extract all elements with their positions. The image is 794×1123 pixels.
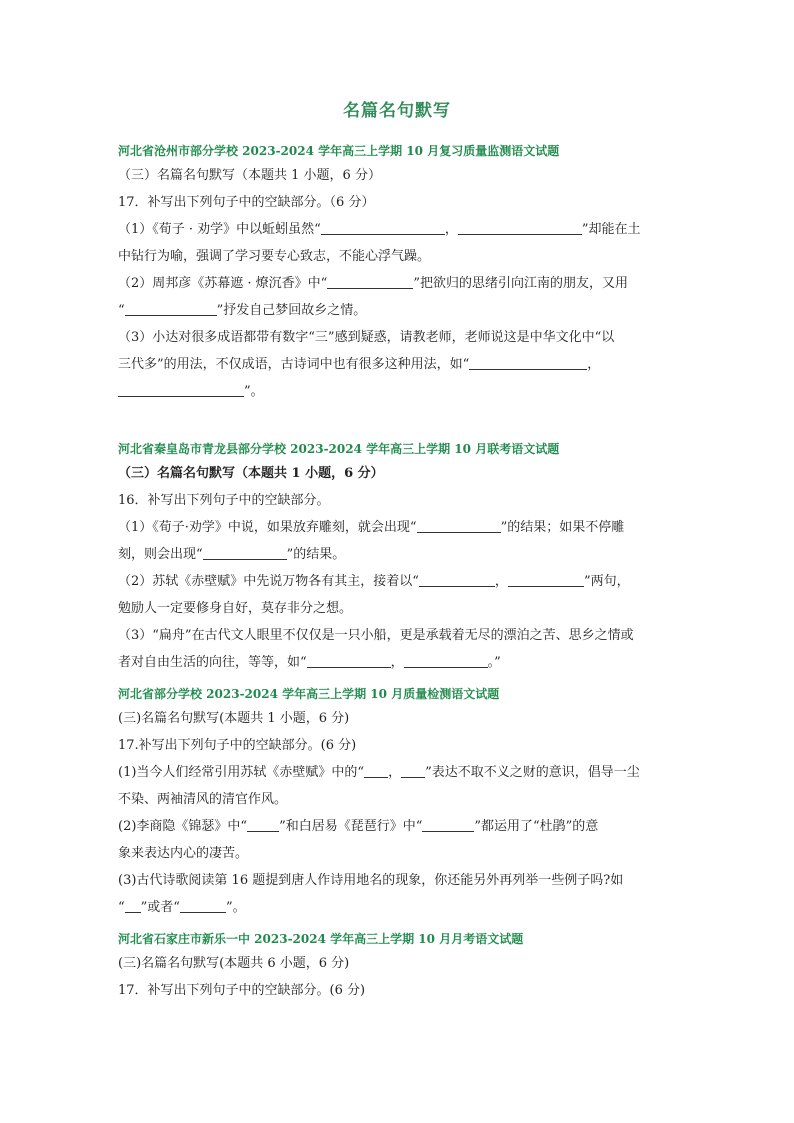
question-item-3: (3)古代诗歌阅读第 16 题提到唐人作诗用地名的现象，你还能另外再列举一些例子吗?如: [118, 873, 624, 888]
section-part: （三）名篇名句默写（本题共 1 小题，6 分）: [118, 168, 381, 183]
text-segment: ”两句，: [583, 574, 630, 589]
section-hebei-schools: [118, 683, 678, 921]
answer-blank: [417, 517, 501, 533]
text-segment: 。”: [487, 655, 501, 670]
text-segment: ，: [390, 655, 404, 670]
question-item-2-cont: 象来表达内心的凄苦。: [118, 846, 249, 861]
answer-blank: [307, 652, 391, 668]
text-segment: （1）《荀子·劝学》中说，如果放弃雕刻，就会出现“: [118, 520, 417, 535]
answer-blank: [404, 652, 488, 668]
question-item-1-cont: [118, 541, 678, 568]
question-item-3-cont: [118, 351, 678, 378]
text-segment: ”表达不取不义之财的意识，倡导一尘: [425, 765, 640, 780]
text-segment: （2）苏轼《赤壁赋》中先说万物各有其主，接着以“: [118, 574, 419, 589]
question-stem: 16．补写出下列句子中的空缺部分。: [118, 493, 330, 508]
text-segment: ”的结果。: [286, 547, 346, 562]
question-item-1: [118, 216, 678, 243]
text-segment: (2)李商隐《锦瑟》中“: [118, 819, 248, 834]
text-segment: “: [118, 900, 125, 915]
question-stem: 17．补写出下列句子中的空缺部分。(6 分): [118, 983, 366, 998]
question-item-1: [118, 514, 678, 541]
question-item-3: （3）小达对很多成语都带有数字“三”感到疑惑，请教老师，老师说这是中华文化中“以: [118, 330, 615, 345]
text-segment: ”的结果；如果不停雕: [500, 520, 625, 535]
answer-blank: [125, 897, 141, 913]
answer-blank: [118, 381, 244, 397]
text-segment: （1）《荀子 · 劝学》中以蚯蚓虽然“: [118, 222, 321, 237]
text-segment: ”抒发自己梦回故乡之情。: [216, 303, 367, 318]
text-segment: ”和白居易《琵琶行》中“: [279, 819, 423, 834]
section-part: (三)名篇名句默写(本题共 6 小题，6 分): [118, 956, 350, 971]
text-segment: ，: [587, 357, 601, 372]
question-item-2-cont: 勉励人一定要修身自好，莫存非分之想。: [118, 601, 353, 616]
answer-blank: [422, 816, 474, 832]
text-segment: ，: [494, 574, 508, 589]
text-segment: ，: [388, 765, 402, 780]
answer-blank: [321, 219, 445, 235]
section-cangzhou: [118, 140, 678, 405]
question-stem: 17.补写出下列句子中的空缺部分。(6 分): [118, 738, 357, 753]
question-item-1: [118, 759, 678, 786]
text-segment: (1)当今人们经常引用苏轼《赤壁赋》中的“: [118, 765, 365, 780]
section-qinhuangdao: [118, 438, 678, 676]
answer-blank: [401, 762, 425, 778]
text-segment: 三代多”的用法，不仅成语，古诗词中也有很多这种用法，如“: [118, 357, 470, 372]
question-item-2: [118, 568, 678, 595]
answer-blank: [469, 354, 587, 370]
text-segment: ”。: [225, 900, 246, 915]
answer-blank: [364, 762, 388, 778]
text-segment: 者对自由生活的向往，等等，如“: [118, 655, 307, 670]
question-item-3-cont2: [118, 378, 678, 405]
text-segment: ”却能在土: [581, 222, 641, 237]
answer-blank: [458, 219, 582, 235]
question-item-2-cont: [118, 297, 678, 324]
text-segment: ”把欲归的思绪引向江南的朋友，又用: [413, 276, 628, 291]
section-part: （三）名篇名句默写（本题共 1 小题，6 分）: [118, 466, 384, 481]
text-segment: （2）周邦彦《苏幕遮 · 燎沉香》中“: [118, 276, 328, 291]
text-segment: ，: [444, 222, 458, 237]
answer-blank: [203, 544, 287, 560]
section-source: 河北省部分学校 2023-2024 学年高三上学期 10 月质量检测语文试题: [118, 687, 500, 701]
text-segment: 刻，则会出现“: [118, 547, 203, 562]
answer-blank: [419, 571, 495, 587]
answer-blank: [247, 816, 279, 832]
question-item-2: [118, 270, 678, 297]
section-xinle: [118, 928, 678, 1004]
answer-blank: [508, 571, 584, 587]
text-segment: “: [118, 303, 125, 318]
text-segment: ”都运用了“杜鹃”的意: [474, 819, 599, 834]
answer-blank: [180, 897, 226, 913]
question-item-1-cont: 中钻行为喻，强调了学习要专心致志，不能心浮气躁。: [118, 249, 431, 264]
section-source: 河北省石家庄市新乐一中 2023-2024 学年高三上学期 10 月月考语文试题: [118, 932, 524, 946]
question-item-2: [118, 813, 678, 840]
section-part: (三)名篇名句默写(本题共 1 小题，6 分): [118, 711, 350, 726]
question-item-1-cont: 不染、两袖清风的清官作风。: [118, 792, 288, 807]
question-item-3: （3）“扁舟”在古代文人眼里不仅仅是一只小船，更是承载着无尽的漂泊之苦、思乡之情或: [118, 628, 634, 643]
question-stem: 17．补写出下列句子中的空缺部分。（6 分）: [118, 195, 375, 210]
question-item-3-cont: [118, 649, 678, 676]
answer-blank: [125, 300, 217, 316]
page-title: 名篇名句默写: [343, 101, 451, 121]
text-segment: ”或者“: [140, 900, 180, 915]
text-segment: ”。: [244, 384, 264, 399]
section-source: 河北省秦皇岛市青龙县部分学校 2023-2024 学年高三上学期 10 月联考语文试题: [118, 442, 560, 456]
question-item-3-cont: [118, 894, 678, 921]
answer-blank: [327, 273, 413, 289]
section-source: 河北省沧州市部分学校 2023-2024 学年高三上学期 10 月复习质量监测语文试题: [118, 144, 560, 158]
